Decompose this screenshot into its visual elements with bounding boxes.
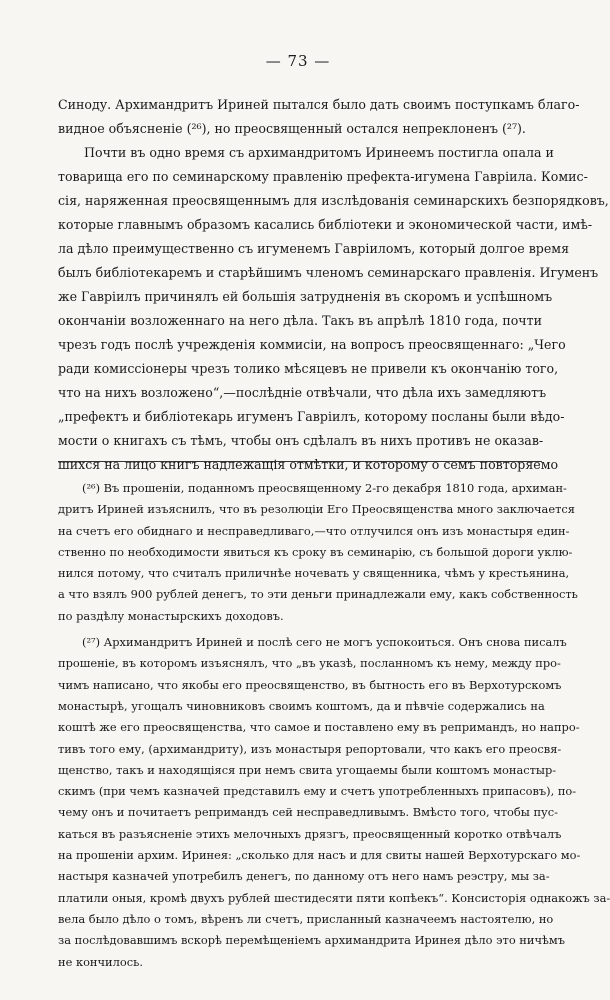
footnote-line: тивъ того ему, (архимандриту), изъ монастыря репортовали, что какъ его преосвя- [58, 741, 562, 756]
text-line: же Гавріилъ причинялъ ей большія затрудненія въ скоромъ и успѣшномъ [58, 289, 553, 304]
text-line: ради комиссіонеры чрезъ толико мѣсяцевъ не привели къ окончанію того, [58, 361, 559, 376]
text-line: мости о книгахъ съ тѣмъ, чтобы онъ сдѣлалъ въ нихъ противъ не оказав- [58, 433, 544, 448]
text-line: видное объясненіе (²⁶), но преосвященный остался непреклоненъ (²⁷). [58, 121, 526, 136]
footnote-line: вела было дѣло о томъ, вѣренъ ли счетъ, присланный казначеемъ настоятелю, но [58, 911, 554, 926]
text-line: чрезъ годъ послѣ учрежденія коммисіи, на вопросъ преосвященнаго: „Чего [58, 337, 566, 352]
footnote-line: платили оныя, кромѣ двухъ рублей шестидесяти пяти копѣекъ“. Консисторія однакожъ за- [58, 890, 610, 905]
text-line: ла дѣло преимущественно съ игуменемъ Гавріиломъ, который долгое время [58, 241, 570, 256]
footnote-line: (²⁷) Архимандритъ Ириней и послѣ сего не могъ успокоиться. Онъ снова писалъ [82, 635, 567, 650]
text-line: „префектъ и библіотекарь игуменъ Гавріилъ, которому посланы были вѣдо- [58, 409, 565, 424]
text-line: которые главнымъ образомъ касались библіотеки и экономической части, имѣ- [58, 217, 593, 232]
footnote-line: коштѣ же его преосвященства, что самое и поставлено ему въ репримандъ, но напро- [58, 720, 580, 735]
text-line: окончаніи возложеннаго на него дѣла. Такъ въ апрѣлѣ 1810 года, почти [58, 313, 542, 328]
text-line: былъ библіотекаремъ и старѣйшимъ членомъ семинарскаго правленія. Игуменъ [58, 265, 599, 280]
text-line: сія, наряженная преосвященнымъ для изслѣдованія семинарскихъ безпорядковъ, [58, 193, 609, 208]
footnote-27 [58, 632, 610, 973]
footnote-line: чему онъ и почитаетъ репримандъ сей несправедливымъ. Вмѣсто того, чтобы пус- [58, 805, 558, 820]
footnote-line: по раздѣлу монастырскихъ доходовъ. [58, 608, 284, 623]
text-line: что на нихъ возложено“,—послѣдніе отвѣчали, что дѣла ихъ замедляютъ [58, 385, 547, 400]
footnote-line: монастырѣ, угощалъ чиновниковъ своимъ коштомъ, да и пѣвчіе содержались на [58, 698, 545, 713]
page-number: — 73 — [265, 52, 331, 70]
footnote-line: скимъ (при чемъ казначей представилъ ему и счетъ употребленныхъ припасовъ), по- [58, 784, 577, 799]
footnote-line: ственно по необходимости явиться къ сроку въ семинарію, съ большой дороги уклю- [58, 544, 573, 559]
footnote-line: прошеніе, въ которомъ изъяснялъ, что „въ указѣ, посланномъ къ нему, между про- [58, 656, 561, 671]
footnote-line: нился потому, что считалъ приличнѣе ночевать у священника, чѣмъ у крестьянина, [58, 566, 570, 581]
footnote-line: на счетъ его обиднаго и несправедливаго,—что отлучился онъ изъ монастыря един- [58, 523, 570, 538]
footnote-line: за послѣдовавшимъ вскорѣ перемѣщеніемъ архимандрита Иринея дѣло это ничѣмъ [58, 933, 565, 948]
footnote-line: чимъ написано, что якобы его преосвященство, въ бытность его въ Верхотурскомъ [58, 677, 562, 692]
footnotes [58, 478, 610, 973]
text-line: Синоду. Архимандритъ Ириней пытался было дать своимъ поступкамъ благо- [58, 97, 580, 112]
footnote-divider [58, 461, 542, 462]
text-line: Почти въ одно время съ архимандритомъ Иринеемъ постигла опала и [84, 145, 554, 160]
footnote-line: на прошеніи архим. Иринея: „сколько для насъ и для свиты нашей Верхотурскаго мо- [58, 848, 581, 863]
main-text [58, 93, 609, 477]
footnote-line: (²⁶) Въ прошеніи, поданномъ преосвященному 2-го декабря 1810 года, архиман- [82, 481, 567, 495]
text-line: шихся на лицо книгъ надлежащія отмѣтки, и которому о семъ повторяемо [58, 457, 559, 472]
footnote-line: каться въ разъясненіе этихъ мелочныхъ дрязгъ, преосвященный коротко отвѣчалъ [58, 826, 562, 841]
footnote-line: а что взялъ 900 рублей денегъ, то эти деньги принадлежали ему, какъ собственность [58, 587, 578, 602]
text-line: товарища его по семинарскому правленію префекта-игумена Гавріила. Комис- [58, 169, 588, 184]
footnote-line: щенство, такъ и находящіяся при немъ свита угощаемы были коштомъ монастыр- [58, 762, 557, 777]
footnote-line: не кончилось. [58, 954, 143, 969]
footnote-line: дритъ Ириней изъяснилъ, что въ резолюціи Его Преосвященства много заключается [58, 502, 575, 517]
footnote-26 [58, 478, 578, 627]
footnote-line: настыря казначей употребилъ денегъ, по данному отъ него намъ реэстру, мы за- [58, 869, 550, 884]
